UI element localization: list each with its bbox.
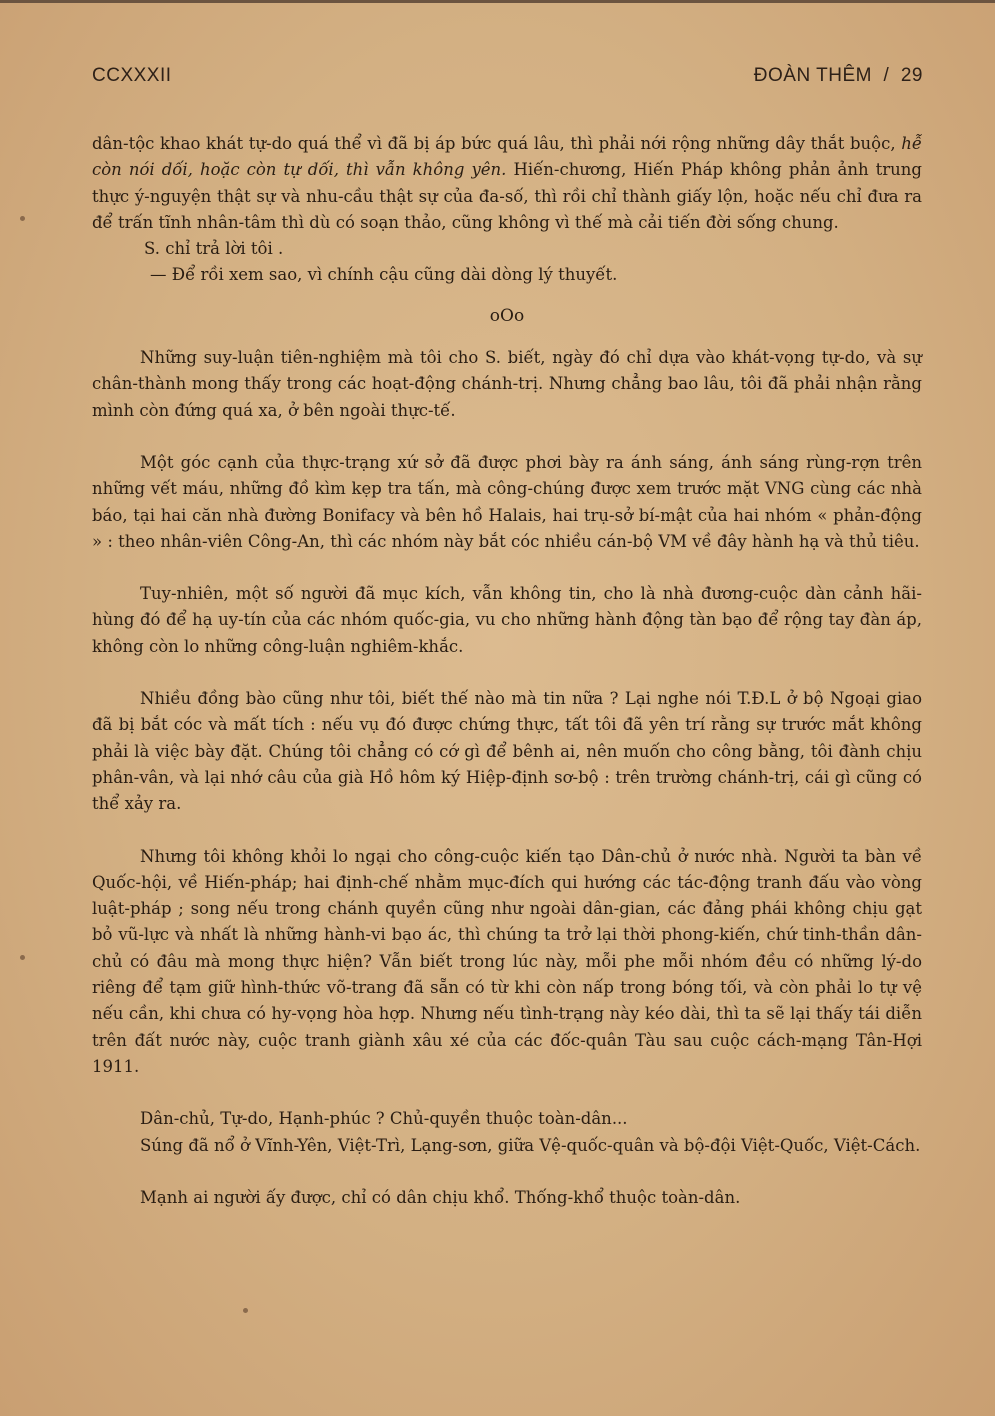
author-page-number [754,65,923,87]
paper-speck [20,955,25,960]
paragraph-10: Súng đã nổ ở Vĩnh-Yên, Việt-Trì, Lạng-sơn, giữa Vệ-quốc-quân và bộ-đội Việt-Quốc, Việt-Cách. [140,1135,921,1155]
paragraph-5: Một góc cạnh của thực-trạng xứ sở đã được phơi bày ra ánh sáng, ánh sáng rùng-rợn trên những vết máu, những đồ kìm kẹp tra tấn, mà công-chúng được xem trước mặt VNG cùng các nhà báo, tại hai căn nhà đường Bonifacy và bên hồ Halais, hai trụ-sở bí-mật của hai nhóm « phản-động » : theo nhân-viên Công-An, thì các nhóm này bắt cóc nhiều cán-bộ VM về đây hành hạ và thủ tiêu. [92,452,922,551]
paragraph-2: S. chỉ trả lời tôi . [144,239,284,259]
paper-speck [20,216,25,221]
section-separator: oOo [489,305,525,326]
paragraph-1-text-a: dân-tộc khao khát tự-do quá thể vì đã bị áp bức quá lâu, thì phải nới rộng những dây thắt buộc, [92,134,902,153]
paragraph-6: Tuy-nhiên, một số người đã mục kích, vẫn không tin, cho là nhà đương-cuộc dàn cảnh hãi-hùng đó để hạ uy-tín của các nhóm quốc-gia, vu cho những hành động tàn bạo để rộng tay đàn áp, không còn lo những công-luận nghiêm-khắc. [92,584,922,656]
page-number: 29 [900,65,923,86]
paragraph-7: Nhiều đồng bào cũng như tôi, biết thế nào mà tin nữa ? Lại nghe nói T.Đ.L ở bộ Ngoại giao đã bị bắt cóc và mất tích : nếu vụ đó được chứng thực, tất tôi đã yên trí rằng sự trước mắt không phải là việc bày đặt. Chúng tôi chẳng có cớ gì để bênh ai, nên muốn cho công bằng, tôi đành chịu phân-vân, và lại nhớ câu của già Hồ hôm ký Hiệp-định sơ-bộ : trên trường chánh-trị, cái gì cũng có thể xảy ra. [92,689,922,814]
paragraph-3-dialogue: — Để rồi xem sao, vì chính cậu cũng dài dòng lý thuyết. [150,265,618,285]
paper-speck [243,1308,248,1313]
section-number: CCXXXII [92,65,172,86]
paragraph-11: Mạnh ai người ấy được, chỉ có dân chịu khổ. Thống-khổ thuộc toàn-dân. [140,1187,741,1207]
running-header [92,65,923,93]
paragraph-9: Dân-chủ, Tự-do, Hạnh-phúc ? Chủ-quyền thuộc toàn-dân... [140,1109,628,1129]
paragraph-4: Những suy-luận tiên-nghiệm mà tôi cho S. biết, ngày đó chỉ dựa vào khát-vọng tự-do, và sự chân-thành mong thấy trong các hoạt-động chánh-trị. Nhưng chẳng bao lâu, tôi đã phải nhận rằng mình còn đứng quá xa, ở bên ngoài thực-tế. [92,348,922,420]
paragraph-8: Nhưng tôi không khỏi lo ngại cho công-cuộc kiến tạo Dân-chủ ở nước nhà. Người ta bàn về Quốc-hội, về Hiến-pháp; hai định-chế nhằm mục-đích qui hướng các tác-động tranh đấu vào vòng luật-pháp ; song nếu trong chánh quyền cũng như ngoài dân-gian, các đảng phái không chịu gạt bỏ vũ-lực và nhất là những hành-vi bạo ác, thì chúng ta trở lại thời phong-kiến, chứ tinh-thần dân-chủ có đâu mà mong thực hiện? Vẫn biết trong lúc này, mỗi phe mỗi nhóm đều có những lý-do riêng để tạm giữ hình-thức võ-trang đã sẵn có từ khi còn nấp trong bóng tối, và còn phải lo tự vệ nếu cần, khi chưa có hy-vọng hòa hợp. Nhưng nếu tình-trạng này kéo dài, thì ta sẽ lại thấy tái diễn trên đất nước này, cuộc tranh giành xâu xé của các đốc-quân Tàu sau cuộc cách-mạng Tân-Hợi 1911. [92,846,922,1076]
header-separator: / [883,65,890,86]
page-body [92,131,922,1211]
paragraph-1 [92,131,922,236]
author-name: ĐOÀN THÊM [753,65,872,86]
paragraph-1-italic: hễ còn nói dối, hoặc còn tự dối, thì vẫn không yên. [92,134,922,180]
paragraph-1-text-b: Hiến-chương, Hiến Pháp không phản ảnh trung thực ý-nguyện thật sự và nhu-cầu thật sự của đa-số, thì rồi chỉ thành giấy lộn, hoặc nếu chỉ đưa ra để trấn tĩnh nhân-tâm thì dù có soạn thảo, cũng không vì thế mà cải tiến đời sống chung. [92,160,922,232]
